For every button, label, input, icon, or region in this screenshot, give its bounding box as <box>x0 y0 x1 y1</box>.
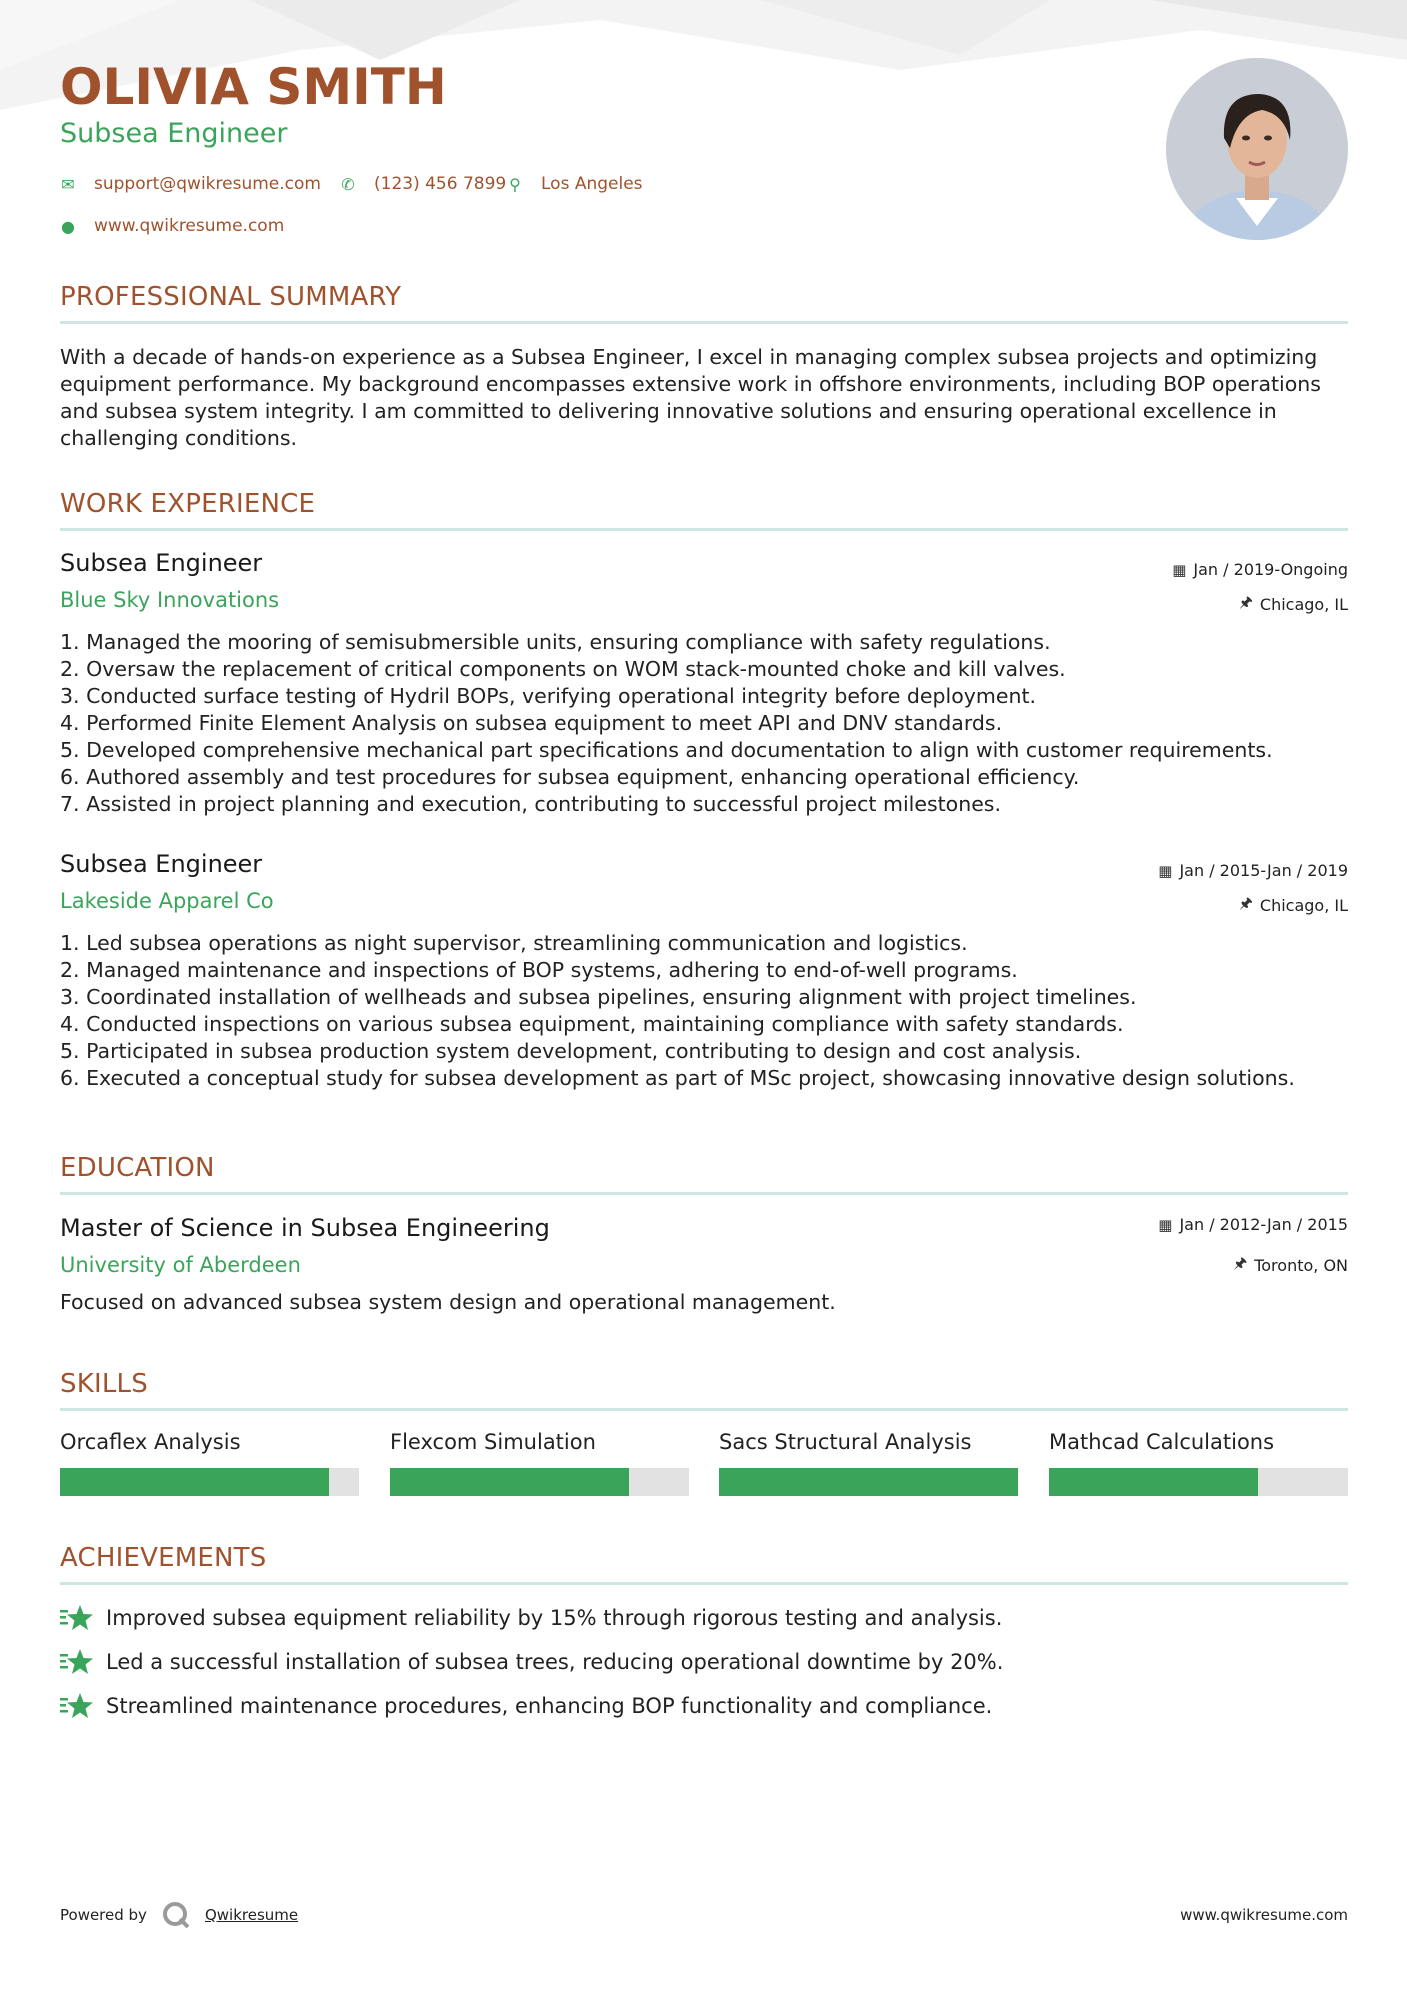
skill-bar-fill <box>719 1468 1018 1496</box>
achievement-item <box>60 1692 992 1720</box>
job-dates <box>1172 560 1348 579</box>
list-item: 6. Executed a conceptual study for subsea development as part of MSc project, showcasing innovative design solutions. <box>60 1066 1295 1090</box>
pin-icon: 🖈 <box>1239 593 1253 611</box>
contact-website[interactable] <box>60 216 284 236</box>
contact-email[interactable] <box>60 174 321 194</box>
job-company: Lakeside Apparel Co <box>60 889 274 913</box>
skill-bar <box>719 1468 1018 1496</box>
skill-label: Flexcom Simulation <box>390 1430 596 1454</box>
email-text: support@qwikresume.com <box>94 174 321 194</box>
skill-bar <box>60 1468 359 1496</box>
school-name: University of Aberdeen <box>60 1253 301 1277</box>
powered-by-label: Powered by <box>60 1906 147 1924</box>
achievement-item <box>60 1604 1002 1632</box>
list-item: 4. Performed Finite Element Analysis on subsea equipment to meet API and DNV standards. <box>60 711 1003 735</box>
achievement-text: Led a successful installation of subsea trees, reducing operational downtime by 20%. <box>106 1650 1004 1674</box>
achievement-item <box>60 1648 1003 1676</box>
job-dates-text: Jan / 2019-Ongoing <box>1193 560 1348 579</box>
footer-website[interactable]: www.qwikresume.com <box>1180 1906 1348 1924</box>
list-item: 7. Assisted in project planning and execution, contributing to successful project milestones. <box>60 792 1002 816</box>
calendar-icon: ▦ <box>1172 560 1187 579</box>
candidate-name: OLIVIA SMITH <box>60 58 447 116</box>
star-icon <box>60 1648 94 1676</box>
map-pin-icon: ⚲ <box>509 174 521 194</box>
achievements-divider <box>60 1582 1348 1585</box>
job-location <box>1239 893 1348 918</box>
education-location-text: Toronto, ON <box>1254 1256 1348 1275</box>
education-dates <box>1158 1215 1348 1234</box>
list-item: 3. Conducted surface testing of Hydril BOPs, verifying operational integrity before deployment. <box>60 684 1037 708</box>
job-location-text: Chicago, IL <box>1259 595 1348 614</box>
education-description: Focused on advanced subsea system design and operational management. <box>60 1290 836 1314</box>
skill-bar <box>390 1468 689 1496</box>
pin-icon: 🖈 <box>1239 894 1253 912</box>
job-location <box>1239 592 1348 617</box>
skill-bar-fill <box>60 1468 329 1496</box>
job-bullets <box>60 930 1360 1092</box>
achievement-text: Improved subsea equipment reliability by 15% through rigorous testing and analysis. <box>106 1606 1003 1630</box>
list-item: 5. Participated in subsea production system development, contributing to design and cost analysis. <box>60 1039 1082 1063</box>
skills-heading: SKILLS <box>60 1369 148 1399</box>
star-icon <box>60 1692 94 1720</box>
job-bullets <box>60 629 1360 818</box>
skill-label: Sacs Structural Analysis <box>719 1430 972 1454</box>
education-dates-text: Jan / 2012-Jan / 2015 <box>1179 1215 1348 1234</box>
footer-powered-by <box>60 1900 298 1930</box>
calendar-icon: ▦ <box>1158 1215 1173 1234</box>
globe-icon: ● <box>61 216 75 236</box>
job-title: Subsea Engineer <box>60 850 263 878</box>
skill-label: Orcaflex Analysis <box>60 1430 241 1454</box>
list-item: 4. Conducted inspections on various subsea equipment, maintaining compliance with safety standards. <box>60 1012 1124 1036</box>
list-item: 3. Coordinated installation of wellheads and subsea pipelines, ensuring alignment with project timelines. <box>60 985 1137 1009</box>
skill-bar-fill <box>1049 1468 1258 1496</box>
achievements-heading: ACHIEVEMENTS <box>60 1543 267 1573</box>
contact-location <box>507 174 643 194</box>
achievement-text: Streamlined maintenance procedures, enhancing BOP functionality and compliance. <box>106 1694 993 1718</box>
education-heading: EDUCATION <box>60 1153 215 1183</box>
star-icon <box>60 1604 94 1632</box>
calendar-icon: ▦ <box>1158 861 1173 880</box>
phone-text: (123) 456 7899 <box>374 174 507 194</box>
degree-title: Master of Science in Subsea Engineering <box>60 1214 550 1242</box>
skill-bar-fill <box>390 1468 629 1496</box>
job-location-text: Chicago, IL <box>1259 896 1348 915</box>
list-item: 5. Developed comprehensive mechanical part specifications and documentation to align with customer requirements. <box>60 738 1273 762</box>
qwikresume-logo-icon <box>161 1900 191 1930</box>
qwikresume-link[interactable]: Qwikresume <box>204 1906 299 1924</box>
list-item: 2. Oversaw the replacement of critical components on WOM stack-mounted choke and kill valves. <box>60 657 1066 681</box>
list-item: 1. Led subsea operations as night supervisor, streamlining communication and logistics. <box>60 931 968 955</box>
skill-bar <box>1049 1468 1348 1496</box>
contact-phone[interactable] <box>340 174 506 194</box>
education-location <box>1233 1253 1348 1278</box>
location-text: Los Angeles <box>541 174 643 194</box>
summary-heading: PROFESSIONAL SUMMARY <box>60 282 402 312</box>
skills-divider <box>60 1408 1348 1411</box>
summary-divider <box>60 321 1348 324</box>
pin-icon: 🖈 <box>1233 1254 1248 1272</box>
list-item: 1. Managed the mooring of semisubmersible units, ensuring compliance with safety regulations. <box>60 630 1051 654</box>
job-dates-text: Jan / 2015-Jan / 2019 <box>1179 861 1348 880</box>
candidate-role: Subsea Engineer <box>60 118 288 149</box>
phone-icon: ✆ <box>341 174 355 194</box>
website-text: www.qwikresume.com <box>94 216 285 236</box>
profile-photo <box>1166 58 1348 240</box>
experience-divider <box>60 528 1348 531</box>
job-title: Subsea Engineer <box>60 549 263 577</box>
list-item: 6. Authored assembly and test procedures for subsea equipment, enhancing operational efficiency. <box>60 765 1080 789</box>
envelope-icon: ✉ <box>61 174 75 194</box>
experience-heading: WORK EXPERIENCE <box>60 489 316 519</box>
job-dates <box>1158 861 1348 880</box>
education-divider <box>60 1192 1348 1195</box>
skill-label: Mathcad Calculations <box>1049 1430 1275 1454</box>
summary-text: With a decade of hands-on experience as a Subsea Engineer, I excel in managing complex subsea projects and optimizing equipment performance. My background encompasses extensive work in offshore environments, including BOP operations and subsea system integrity. I am committed to delivering innovative solutions and ensuring operational excellence in challenging conditions. <box>60 345 1321 450</box>
job-company: Blue Sky Innovations <box>60 588 280 612</box>
list-item: 2. Managed maintenance and inspections of BOP systems, adhering to end-of-well programs. <box>60 958 1018 982</box>
